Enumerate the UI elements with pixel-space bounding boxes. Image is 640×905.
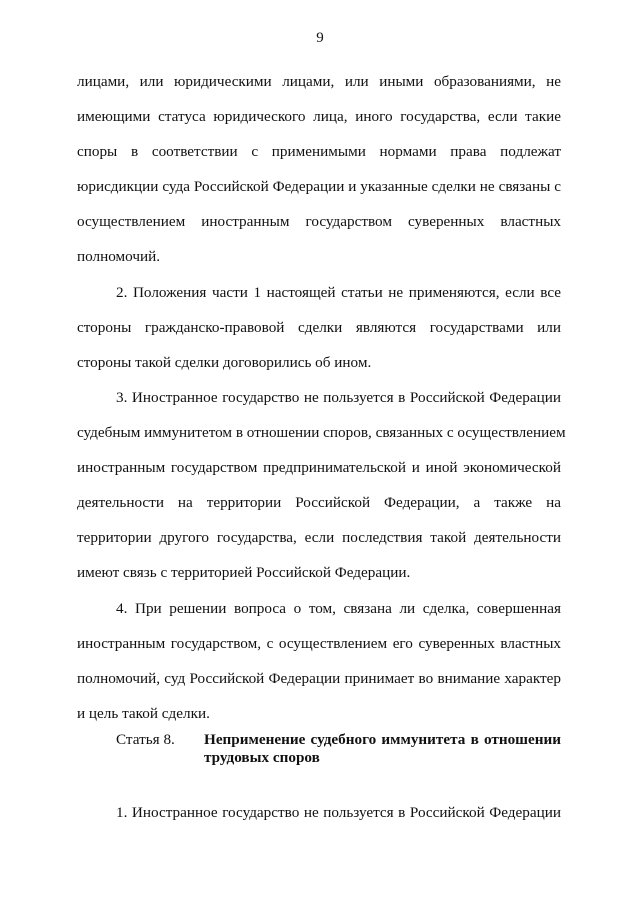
article-label: Статья 8. xyxy=(116,731,175,748)
article-title-line: трудовых споров xyxy=(204,749,320,766)
text-line: 1. Иностранное государство не пользуется в Российской Федерации xyxy=(116,804,561,821)
text-line: имеют связь с территорией Российской Федерации. xyxy=(77,564,411,581)
text-line: стороны гражданско-правовой сделки являются государствами или xyxy=(77,319,561,336)
text-line: деятельности на территории Российской Федерации, а также на xyxy=(77,494,561,511)
text-line: территории другого государства, если последствия такой деятельности xyxy=(77,529,561,546)
text-line: судебным иммунитетом в отношении споров, связанных с осуществлением xyxy=(77,424,566,441)
text-line: полномочий, суд Российской Федерации принимает во внимание характер xyxy=(77,670,561,687)
text-line: споры в соответствии с применимыми нормами права подлежат xyxy=(77,143,561,160)
text-line: юрисдикции суда Российской Федерации и указанные сделки не связаны с xyxy=(77,178,561,195)
text-line: 2. Положения части 1 настоящей статьи не применяются, если все xyxy=(116,284,561,301)
text-line: иностранным государством, с осуществлением его суверенных властных xyxy=(77,635,561,652)
text-line: иностранным государством предпринимательской и иной экономической xyxy=(77,459,561,476)
article-title xyxy=(204,731,561,767)
page-number: 9 xyxy=(316,30,324,46)
article-title-line: Неприменение судебного иммунитета в отношении xyxy=(204,731,561,748)
text-line: имеющими статуса юридического лица, иного государства, если такие xyxy=(77,108,561,125)
text-line: осуществлением иностранным государством суверенных властных xyxy=(77,213,561,230)
text-line: полномочий. xyxy=(77,248,161,265)
text-line: 3. Иностранное государство не пользуется в Российской Федерации xyxy=(116,389,561,406)
text-line: 4. При решении вопроса о том, связана ли сделка, совершенная xyxy=(116,600,561,617)
text-line: стороны такой сделки договорились об ином. xyxy=(77,354,372,371)
text-line: и цель такой сделки. xyxy=(77,705,210,722)
text-line: лицами, или юридическими лицами, или иными образованиями, не xyxy=(77,73,561,90)
